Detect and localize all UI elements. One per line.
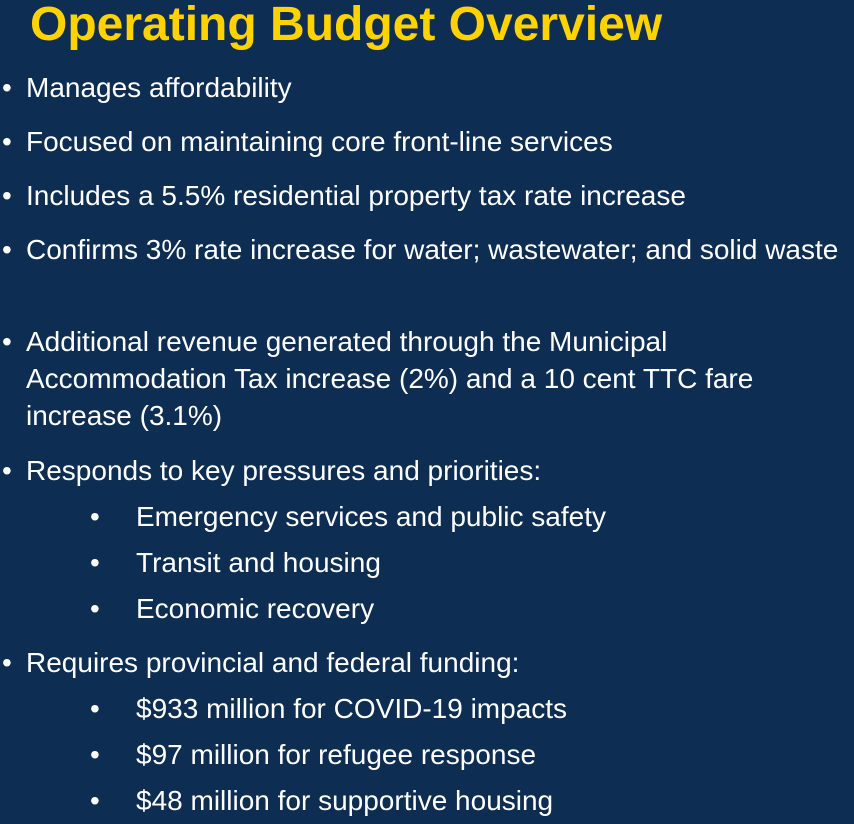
bullet-dot-icon: • xyxy=(2,72,12,103)
bullet-dot-icon: • xyxy=(2,455,12,486)
bullet-dot-icon: • xyxy=(2,180,12,211)
bullet-dot-icon: • xyxy=(90,501,100,532)
bullet-dot-icon: • xyxy=(90,547,100,578)
sub-bullet-text: Economic recovery xyxy=(136,593,375,624)
bullet-dot-icon: • xyxy=(2,126,12,157)
bullet-text: Requires provincial and federal funding: xyxy=(26,647,520,678)
bullet-text: Responds to key pressures and priorities: xyxy=(26,455,542,486)
bullet-text: Additional revenue generated through the Municipal Accommodation Tax increase (2%) and a 10 cent TTC fare increase (3.1%) xyxy=(26,326,754,431)
bullet-dot-icon: • xyxy=(2,326,12,357)
bullet-dot-icon: • xyxy=(2,234,12,265)
sub-bullet-text: $97 million for refugee response xyxy=(136,739,537,770)
sub-bullet-text: Emergency services and public safety xyxy=(136,501,606,532)
bullet-dot-icon: • xyxy=(90,785,100,816)
sub-bullet-text: $48 million for supportive housing xyxy=(136,785,554,816)
bullet-text: Includes a 5.5% residential property tax rate increase xyxy=(26,180,686,211)
bullet-text: Confirms 3% rate increase for water; wastewater; and solid waste xyxy=(26,234,839,265)
bullet-dot-icon: • xyxy=(2,647,12,678)
bullet-text: Manages affordability xyxy=(26,72,292,103)
slide-title: Operating Budget Overview xyxy=(30,0,663,51)
bullet-dot-icon: • xyxy=(90,739,100,770)
sub-bullet-text: Transit and housing xyxy=(136,547,381,578)
bullet-dot-icon: • xyxy=(90,693,100,724)
bullet-dot-icon: • xyxy=(90,593,100,624)
bullet-text: Focused on maintaining core front-line services xyxy=(26,126,613,157)
sub-bullet-text: $933 million for COVID-19 impacts xyxy=(136,693,568,724)
